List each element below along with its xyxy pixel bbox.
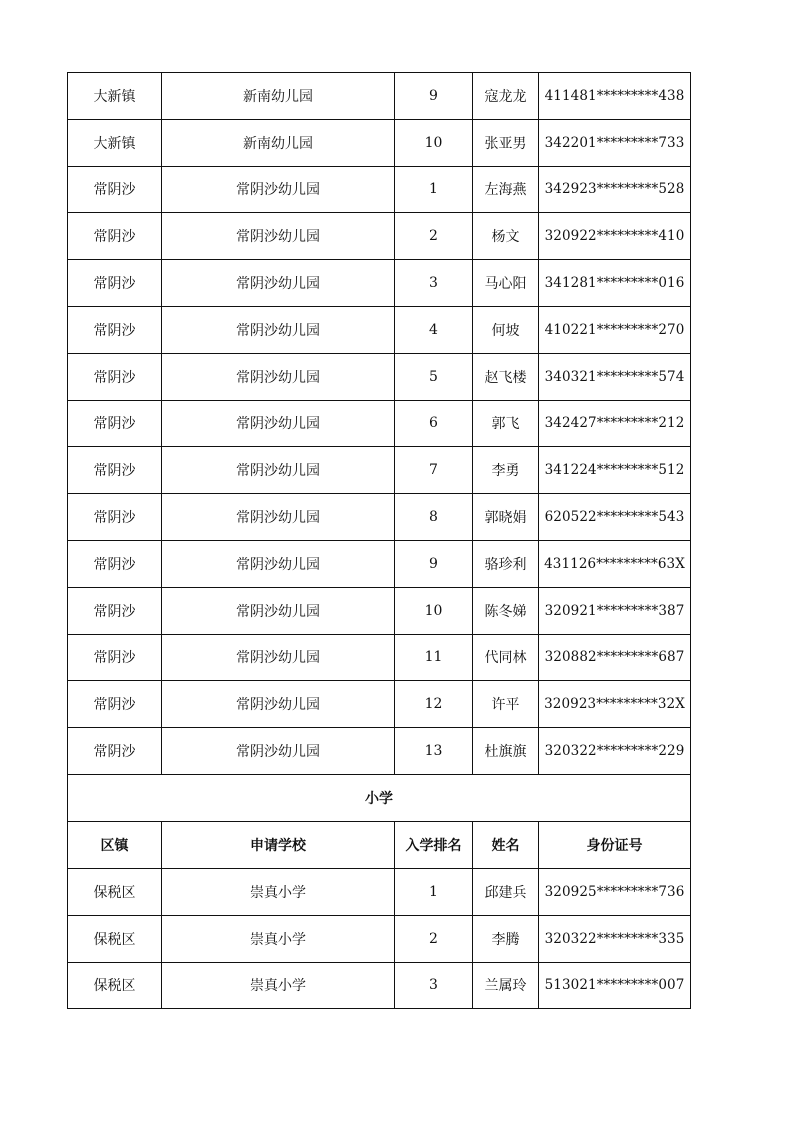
table-row <box>68 400 691 447</box>
id-number-cell: 320923*********32X <box>539 681 691 728</box>
school-cell: 常阴沙幼儿园 <box>162 634 395 681</box>
school-cell: 崇真小学 <box>162 962 395 1009</box>
district-cell: 常阴沙 <box>68 400 162 447</box>
table-row <box>68 494 691 541</box>
table-row <box>68 306 691 353</box>
table-row <box>68 213 691 260</box>
id-number-cell: 411481*********438 <box>539 73 691 120</box>
header-row <box>68 822 691 869</box>
school-cell: 常阴沙幼儿园 <box>162 681 395 728</box>
table-row <box>68 587 691 634</box>
name-cell: 郭飞 <box>473 400 539 447</box>
school-cell: 崇真小学 <box>162 915 395 962</box>
admission-list-sheet <box>67 72 690 1009</box>
section-title: 小学 <box>68 774 691 821</box>
district-cell: 常阴沙 <box>68 681 162 728</box>
name-cell: 李勇 <box>473 447 539 494</box>
district-cell: 常阴沙 <box>68 728 162 775</box>
rank-cell: 13 <box>395 728 473 775</box>
district-cell: 大新镇 <box>68 119 162 166</box>
rank-cell: 10 <box>395 587 473 634</box>
id-number-cell: 410221*********270 <box>539 306 691 353</box>
id-number-cell: 341224*********512 <box>539 447 691 494</box>
rank-cell: 9 <box>395 73 473 120</box>
header-rank: 入学排名 <box>395 822 473 869</box>
district-cell: 常阴沙 <box>68 634 162 681</box>
rank-cell: 3 <box>395 260 473 307</box>
rank-cell: 6 <box>395 400 473 447</box>
name-cell: 何坡 <box>473 306 539 353</box>
school-cell: 常阴沙幼儿园 <box>162 587 395 634</box>
id-number-cell: 320322*********335 <box>539 915 691 962</box>
id-number-cell: 320922*********410 <box>539 213 691 260</box>
table-row <box>68 353 691 400</box>
table-row <box>68 447 691 494</box>
header-name: 姓名 <box>473 822 539 869</box>
rank-cell: 3 <box>395 962 473 1009</box>
district-cell: 常阴沙 <box>68 587 162 634</box>
header-district: 区镇 <box>68 822 162 869</box>
school-cell: 常阴沙幼儿园 <box>162 353 395 400</box>
id-number-cell: 431126*********63X <box>539 540 691 587</box>
section-title-row <box>68 774 691 821</box>
school-cell: 崇真小学 <box>162 868 395 915</box>
school-cell: 常阴沙幼儿园 <box>162 494 395 541</box>
id-number-cell: 342427*********212 <box>539 400 691 447</box>
id-number-cell: 620522*********543 <box>539 494 691 541</box>
id-number-cell: 341281*********016 <box>539 260 691 307</box>
district-cell: 常阴沙 <box>68 494 162 541</box>
district-cell: 常阴沙 <box>68 213 162 260</box>
name-cell: 赵飞楼 <box>473 353 539 400</box>
district-cell: 常阴沙 <box>68 447 162 494</box>
district-cell: 常阴沙 <box>68 540 162 587</box>
name-cell: 杜旗旗 <box>473 728 539 775</box>
header-school: 申请学校 <box>162 822 395 869</box>
district-cell: 保税区 <box>68 868 162 915</box>
rank-cell: 2 <box>395 213 473 260</box>
admission-table <box>67 72 691 1009</box>
name-cell: 兰属玲 <box>473 962 539 1009</box>
rank-cell: 2 <box>395 915 473 962</box>
table-row <box>68 260 691 307</box>
name-cell: 许平 <box>473 681 539 728</box>
name-cell: 陈冬娣 <box>473 587 539 634</box>
id-number-cell: 342201*********733 <box>539 119 691 166</box>
name-cell: 骆珍利 <box>473 540 539 587</box>
id-number-cell: 320921*********387 <box>539 587 691 634</box>
rank-cell: 4 <box>395 306 473 353</box>
rank-cell: 12 <box>395 681 473 728</box>
id-number-cell: 320322*********229 <box>539 728 691 775</box>
school-cell: 常阴沙幼儿园 <box>162 213 395 260</box>
name-cell: 张亚男 <box>473 119 539 166</box>
table-row <box>68 540 691 587</box>
table-row <box>68 728 691 775</box>
name-cell: 代同林 <box>473 634 539 681</box>
rank-cell: 10 <box>395 119 473 166</box>
table-row <box>68 915 691 962</box>
header-id-number: 身份证号 <box>539 822 691 869</box>
school-cell: 新南幼儿园 <box>162 119 395 166</box>
district-cell: 常阴沙 <box>68 166 162 213</box>
rank-cell: 8 <box>395 494 473 541</box>
district-cell: 大新镇 <box>68 73 162 120</box>
id-number-cell: 340321*********574 <box>539 353 691 400</box>
school-cell: 常阴沙幼儿园 <box>162 540 395 587</box>
id-number-cell: 342923*********528 <box>539 166 691 213</box>
rank-cell: 11 <box>395 634 473 681</box>
school-cell: 常阴沙幼儿园 <box>162 166 395 213</box>
school-cell: 常阴沙幼儿园 <box>162 306 395 353</box>
id-number-cell: 320882*********687 <box>539 634 691 681</box>
table-row <box>68 634 691 681</box>
rank-cell: 7 <box>395 447 473 494</box>
kindergarten-rows <box>68 73 691 775</box>
school-cell: 常阴沙幼儿园 <box>162 447 395 494</box>
table-row <box>68 681 691 728</box>
rank-cell: 1 <box>395 868 473 915</box>
district-cell: 常阴沙 <box>68 260 162 307</box>
school-cell: 新南幼儿园 <box>162 73 395 120</box>
rank-cell: 5 <box>395 353 473 400</box>
district-cell: 常阴沙 <box>68 306 162 353</box>
id-number-cell: 513021*********007 <box>539 962 691 1009</box>
name-cell: 杨文 <box>473 213 539 260</box>
district-cell: 保税区 <box>68 962 162 1009</box>
name-cell: 李腾 <box>473 915 539 962</box>
school-cell: 常阴沙幼儿园 <box>162 260 395 307</box>
name-cell: 左海燕 <box>473 166 539 213</box>
name-cell: 寇龙龙 <box>473 73 539 120</box>
primary-section <box>68 774 691 868</box>
table-row <box>68 166 691 213</box>
school-cell: 常阴沙幼儿园 <box>162 400 395 447</box>
name-cell: 马心阳 <box>473 260 539 307</box>
school-cell: 常阴沙幼儿园 <box>162 728 395 775</box>
table-row <box>68 119 691 166</box>
rank-cell: 1 <box>395 166 473 213</box>
table-row <box>68 962 691 1009</box>
primary-rows <box>68 868 691 1008</box>
table-row <box>68 73 691 120</box>
district-cell: 常阴沙 <box>68 353 162 400</box>
name-cell: 邱建兵 <box>473 868 539 915</box>
table-row <box>68 868 691 915</box>
district-cell: 保税区 <box>68 915 162 962</box>
rank-cell: 9 <box>395 540 473 587</box>
id-number-cell: 320925*********736 <box>539 868 691 915</box>
name-cell: 郭晓娟 <box>473 494 539 541</box>
